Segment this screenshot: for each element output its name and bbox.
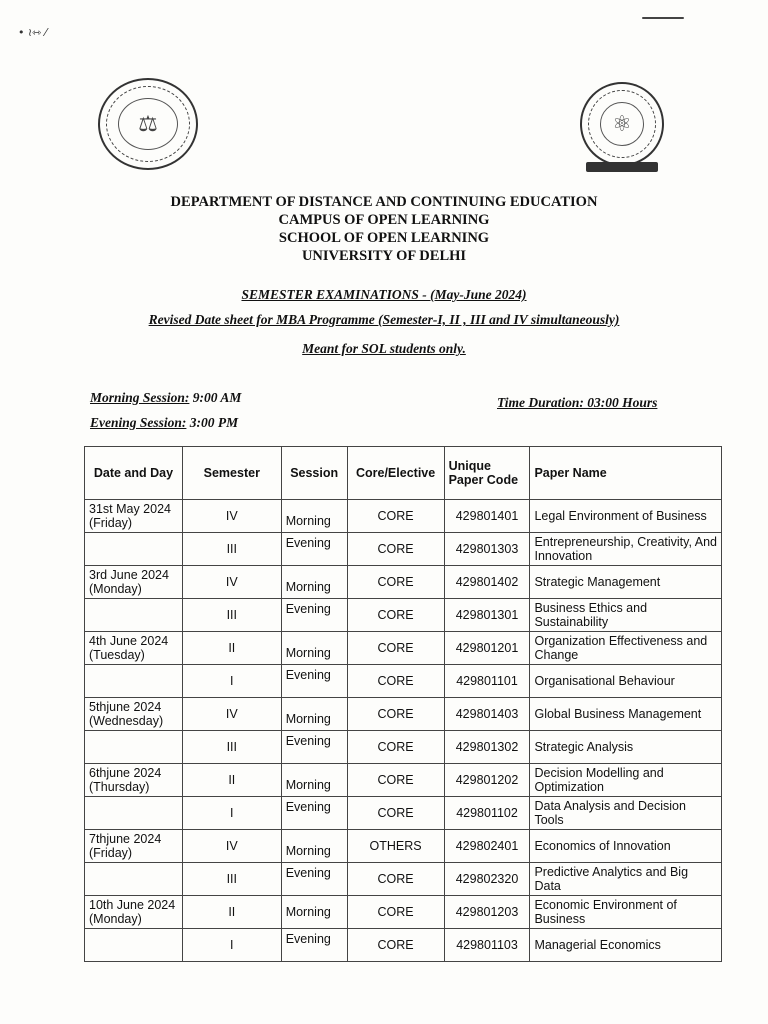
- core-elective-cell: [347, 863, 444, 896]
- seal-ribbon: [586, 162, 658, 172]
- paper-code-cell-text: 429801301: [455, 608, 519, 622]
- core-elective-cell: [347, 599, 444, 632]
- semester-cell: [182, 698, 281, 731]
- semester-cell: [182, 863, 281, 896]
- paper-code-cell: [444, 929, 530, 962]
- paper-code-cell: [444, 566, 530, 599]
- session-cell: [281, 863, 347, 896]
- date-cell-text: 3rd June 2024 (Monday): [89, 568, 169, 596]
- paper-code-cell: [444, 665, 530, 698]
- core-elective-cell: [347, 500, 444, 533]
- paper-code-cell: [444, 632, 530, 665]
- session-cell: [281, 533, 347, 566]
- session-cell-text: Evening: [285, 668, 331, 682]
- paper-name-cell-text: Entrepreneurship, Creativity, And Innovation: [534, 535, 717, 563]
- header-school: SCHOOL OF OPEN LEARNING: [278, 230, 490, 246]
- semester-cell-text: III: [226, 740, 237, 754]
- paper-code-cell: [444, 896, 530, 929]
- paper-name-cell-text: Data Analysis and Decision Tools: [534, 799, 686, 827]
- date-cell-text: 5thjune 2024 (Wednesday): [89, 700, 164, 728]
- core-elective-cell-text: CORE: [377, 905, 414, 919]
- date-cell: [85, 632, 183, 665]
- document-header: [0, 193, 768, 265]
- paper-name-cell-text: Economic Environment of Business: [534, 898, 677, 926]
- core-elective-cell-text: CORE: [377, 773, 414, 787]
- paper-name-cell-text: Global Business Management: [534, 707, 702, 721]
- col-header-core-elective: Core/Elective: [347, 447, 444, 500]
- table-row: [85, 698, 722, 731]
- date-cell-text: 6thjune 2024 (Thursday): [89, 766, 162, 794]
- core-elective-cell: [347, 665, 444, 698]
- semester-cell: [182, 566, 281, 599]
- paper-name-cell: [530, 698, 722, 731]
- paper-name-cell-text: Strategic Management: [534, 575, 661, 589]
- lamp-icon: ⚛: [600, 102, 644, 146]
- core-elective-cell: [347, 764, 444, 797]
- core-elective-cell-text: CORE: [377, 575, 414, 589]
- session-cell: [281, 797, 347, 830]
- semester-cell: [182, 632, 281, 665]
- table-row: [85, 797, 722, 830]
- date-cell: [85, 764, 183, 797]
- revised-line: Revised Date sheet for MBA Programme (Semester-I, II , III and IV simultaneously): [148, 312, 620, 327]
- paper-name-cell: [530, 863, 722, 896]
- semester-cell-text: IV: [225, 509, 238, 523]
- core-elective-cell-text: CORE: [377, 509, 414, 523]
- meant-line: Meant for SOL students only.: [302, 341, 466, 356]
- core-elective-cell-text: CORE: [377, 674, 414, 688]
- table-row: [85, 632, 722, 665]
- table-row: [85, 533, 722, 566]
- sol-seal-right: [580, 82, 664, 166]
- exam-title: SEMESTER EXAMINATIONS - (May-June 2024): [241, 287, 527, 302]
- date-cell: [85, 533, 183, 566]
- date-cell: [85, 665, 183, 698]
- session-cell: [281, 896, 347, 929]
- core-elective-cell-text: CORE: [377, 608, 414, 622]
- session-cell-text: Morning: [285, 580, 331, 594]
- session-cell: [281, 929, 347, 962]
- paper-code-cell: [444, 797, 530, 830]
- table-row: [85, 929, 722, 962]
- paper-code-cell-text: 429802320: [455, 872, 519, 886]
- semester-cell-text: IV: [225, 839, 238, 853]
- semester-cell: [182, 797, 281, 830]
- paper-code-cell-text: 429801202: [455, 773, 519, 787]
- semester-cell-text: IV: [225, 575, 238, 589]
- semester-cell: [182, 896, 281, 929]
- paper-name-cell-text: Predictive Analytics and Big Data: [534, 865, 689, 893]
- core-elective-cell-text: CORE: [377, 806, 414, 820]
- header-university: UNIVERSITY OF DELHI: [301, 248, 467, 264]
- paper-name-cell-text: Legal Environment of Business: [534, 509, 707, 523]
- core-elective-cell-text: CORE: [377, 542, 414, 556]
- paper-code-cell-text: 429801203: [455, 905, 519, 919]
- core-elective-cell-text: OTHERS: [369, 839, 422, 853]
- session-cell-text: Evening: [285, 602, 331, 616]
- paper-name-cell-text: Organization Effectiveness and Change: [534, 634, 708, 662]
- session-cell: [281, 500, 347, 533]
- paper-code-cell-text: 429802401: [455, 839, 519, 853]
- paper-name-cell-text: Managerial Economics: [534, 938, 661, 952]
- semester-cell-text: III: [226, 608, 237, 622]
- paper-name-cell: [530, 599, 722, 632]
- date-cell: [85, 830, 183, 863]
- paper-name-cell: [530, 764, 722, 797]
- session-cell: [281, 632, 347, 665]
- semester-cell: [182, 731, 281, 764]
- core-elective-cell: [347, 797, 444, 830]
- paper-code-cell: [444, 698, 530, 731]
- date-cell: [85, 896, 183, 929]
- semester-cell: [182, 830, 281, 863]
- paper-code-cell-text: 429801402: [455, 575, 519, 589]
- evening-session-label: Evening Session:: [90, 415, 187, 430]
- core-elective-cell-text: CORE: [377, 872, 414, 886]
- core-elective-cell: [347, 632, 444, 665]
- paper-name-cell-text: Decision Modelling and Optimization: [534, 766, 664, 794]
- core-elective-cell: [347, 830, 444, 863]
- session-cell-text: Evening: [285, 536, 331, 550]
- core-elective-cell: [347, 533, 444, 566]
- paper-name-cell: [530, 896, 722, 929]
- semester-cell-text: III: [226, 872, 237, 886]
- paper-name-cell-text: Strategic Analysis: [534, 740, 634, 754]
- paper-code-cell-text: 429801302: [455, 740, 519, 754]
- paper-name-cell: [530, 500, 722, 533]
- table-header-row: [85, 447, 722, 500]
- session-cell: [281, 566, 347, 599]
- session-cell: [281, 599, 347, 632]
- table-row: [85, 665, 722, 698]
- paper-code-cell-text: 429801303: [455, 542, 519, 556]
- date-cell-text: 31st May 2024 (Friday): [89, 502, 171, 530]
- semester-cell: [182, 533, 281, 566]
- session-cell-text: Morning: [285, 905, 331, 919]
- col-header-paper-code: Unique Paper Code: [444, 447, 530, 500]
- semester-cell-text: III: [226, 542, 237, 556]
- session-cell: [281, 764, 347, 797]
- paper-code-cell-text: 429801403: [455, 707, 519, 721]
- table-row: [85, 566, 722, 599]
- semester-cell-text: I: [230, 806, 234, 820]
- evening-session: [90, 415, 238, 431]
- paper-name-cell: [530, 533, 722, 566]
- paper-name-cell: [530, 632, 722, 665]
- paper-name-cell: [530, 830, 722, 863]
- table-row: [85, 863, 722, 896]
- core-elective-cell-text: CORE: [377, 740, 414, 754]
- semester-cell-text: I: [230, 938, 234, 952]
- morning-session-time: 9:00 AM: [189, 390, 242, 405]
- session-cell-text: Evening: [285, 866, 331, 880]
- handwritten-mark: • ≀⇿ ⁄: [18, 26, 47, 39]
- paper-code-cell: [444, 764, 530, 797]
- session-cell-text: Evening: [285, 734, 331, 748]
- paper-name-cell: [530, 929, 722, 962]
- date-cell-text: 10th June 2024 (Monday): [89, 898, 176, 926]
- paper-code-cell: [444, 533, 530, 566]
- date-cell-text: 7thjune 2024 (Friday): [89, 832, 162, 860]
- paper-code-cell: [444, 500, 530, 533]
- university-seal-left: [98, 78, 198, 170]
- core-elective-cell: [347, 698, 444, 731]
- session-cell-text: Morning: [285, 646, 331, 660]
- col-header-session: Session: [281, 447, 347, 500]
- date-cell: [85, 698, 183, 731]
- core-elective-cell: [347, 566, 444, 599]
- paper-code-cell-text: 429801103: [456, 938, 518, 952]
- paper-code-cell-text: 429801101: [456, 674, 518, 688]
- semester-cell: [182, 665, 281, 698]
- pen-stroke: [642, 17, 684, 19]
- col-header-semester: Semester: [182, 447, 281, 500]
- semester-cell: [182, 599, 281, 632]
- evening-session-time: 3:00 PM: [186, 415, 239, 430]
- date-cell: [85, 566, 183, 599]
- session-cell: [281, 830, 347, 863]
- table-row: [85, 764, 722, 797]
- paper-name-cell: [530, 566, 722, 599]
- core-elective-cell-text: CORE: [377, 938, 414, 952]
- paper-code-cell-text: 429801401: [455, 509, 519, 523]
- semester-cell: [182, 929, 281, 962]
- paper-name-cell: [530, 797, 722, 830]
- session-cell-text: Morning: [285, 514, 331, 528]
- session-cell-text: Morning: [285, 778, 331, 792]
- date-cell: [85, 500, 183, 533]
- paper-code-cell: [444, 731, 530, 764]
- session-cell: [281, 731, 347, 764]
- paper-name-cell-text: Economics of Innovation: [534, 839, 671, 853]
- date-cell: [85, 929, 183, 962]
- paper-code-cell: [444, 599, 530, 632]
- date-cell-text: 4th June 2024 (Tuesday): [89, 634, 169, 662]
- morning-session: [90, 390, 241, 406]
- date-cell: [85, 731, 183, 764]
- paper-code-cell-text: 429801102: [456, 806, 518, 820]
- paper-name-cell-text: Organisational Behaviour: [534, 674, 675, 688]
- elephant-icon: ⚖: [118, 98, 178, 150]
- session-cell-text: Evening: [285, 800, 331, 814]
- header-campus: CAMPUS OF OPEN LEARNING: [278, 212, 490, 228]
- paper-name-cell-text: Business Ethics and Sustainability: [534, 601, 648, 629]
- core-elective-cell: [347, 731, 444, 764]
- semester-cell-text: I: [230, 674, 234, 688]
- core-elective-cell: [347, 929, 444, 962]
- table-row: [85, 731, 722, 764]
- semester-cell-text: II: [228, 641, 236, 655]
- header-department: DEPARTMENT OF DISTANCE AND CONTINUING EDUCATION: [170, 194, 598, 210]
- semester-cell-text: II: [228, 773, 236, 787]
- table-row: [85, 830, 722, 863]
- paper-code-cell: [444, 863, 530, 896]
- table-row: [85, 599, 722, 632]
- morning-session-label: Morning Session:: [90, 390, 190, 405]
- session-cell: [281, 665, 347, 698]
- col-header-date: Date and Day: [85, 447, 183, 500]
- semester-cell-text: II: [228, 905, 236, 919]
- session-cell: [281, 698, 347, 731]
- date-sheet-table: [84, 446, 722, 962]
- table-row: [85, 500, 722, 533]
- date-cell: [85, 863, 183, 896]
- table-row: [85, 896, 722, 929]
- semester-cell: [182, 500, 281, 533]
- paper-code-cell-text: 429801201: [455, 641, 519, 655]
- semester-cell-text: IV: [225, 707, 238, 721]
- semester-cell: [182, 764, 281, 797]
- date-cell: [85, 599, 183, 632]
- paper-code-cell: [444, 830, 530, 863]
- core-elective-cell: [347, 896, 444, 929]
- paper-name-cell: [530, 731, 722, 764]
- time-duration: Time Duration: 03:00 Hours: [497, 395, 658, 410]
- col-header-paper-name: Paper Name: [530, 447, 722, 500]
- paper-name-cell: [530, 665, 722, 698]
- session-cell-text: Morning: [285, 844, 331, 858]
- session-cell-text: Evening: [285, 932, 331, 946]
- core-elective-cell-text: CORE: [377, 641, 414, 655]
- date-cell: [85, 797, 183, 830]
- session-cell-text: Morning: [285, 712, 331, 726]
- core-elective-cell-text: CORE: [377, 707, 414, 721]
